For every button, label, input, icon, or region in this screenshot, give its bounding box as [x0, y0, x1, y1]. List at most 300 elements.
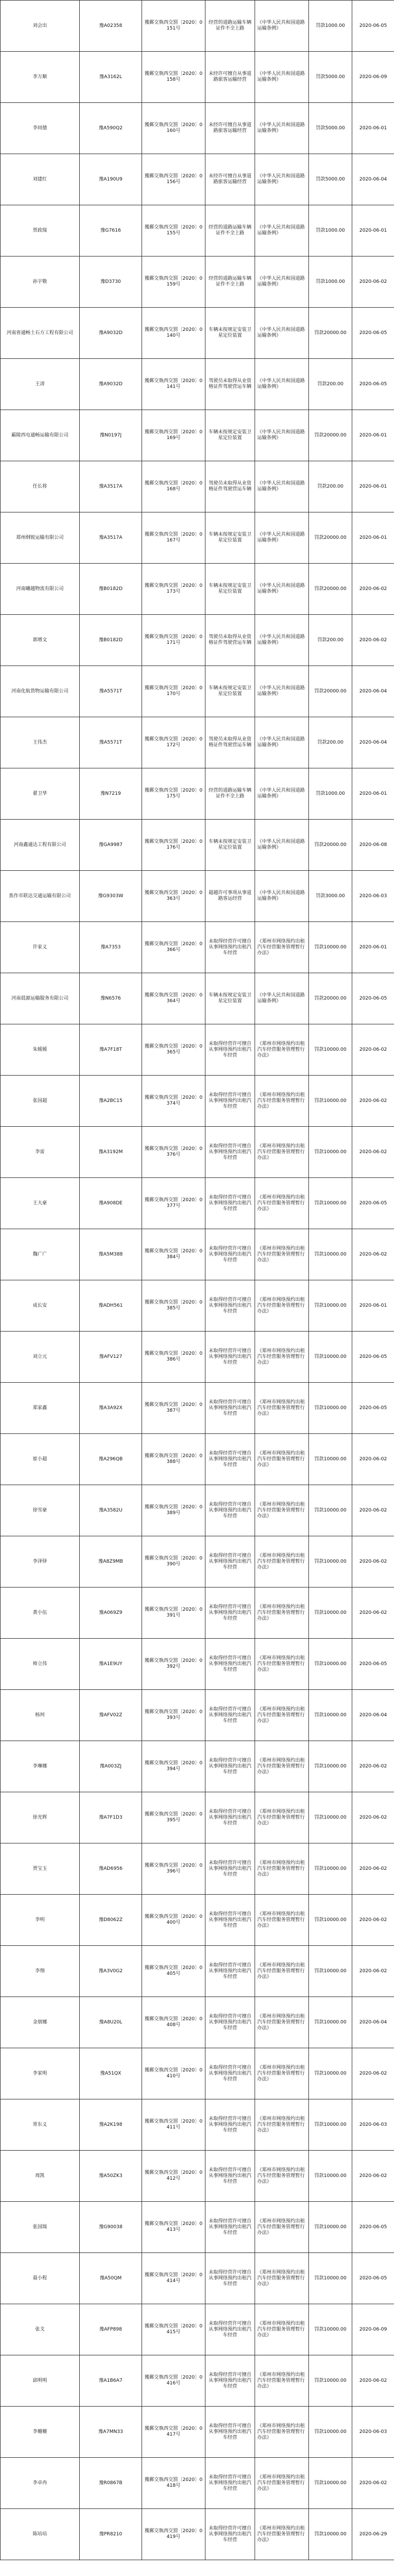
party-name: 河南化航货物运输有限公司 — [1, 666, 80, 717]
penalty-amount: 罚款10000.00 — [309, 1639, 352, 1690]
decision-date: 2020-06-02 — [352, 1741, 394, 1792]
penalty-basis: 《郑州市网络预约出租汽车经营服务管理暂行办法》 — [255, 1997, 309, 2048]
vehicle-plate: 豫A5571T — [80, 666, 142, 717]
violation-content: 车辆未按规定安装卫星定位装置 — [205, 308, 255, 359]
penalty-basis: 《郑州市网络预约出租汽车经营服务管理暂行办法》 — [255, 2355, 309, 2407]
party-name: 郭增文 — [1, 615, 80, 666]
vehicle-plate: 豫D8062Z — [80, 1895, 142, 1946]
table-row — [1, 1843, 394, 1895]
decision-number: 獲郵交執西交罰〔2020〕0376号 — [142, 1127, 205, 1178]
decision-number: 獲郵交執西交罰〔2020〕0413号 — [142, 2202, 205, 2253]
decision-date: 2020-06-03 — [352, 871, 394, 922]
decision-date: 2020-06-04 — [352, 666, 394, 717]
violation-content: 未取得经营许可擅自从事网络预约出租汽车经营 — [205, 1588, 255, 1639]
decision-number: 獲郵交執西交罰〔2020〕0410号 — [142, 2048, 205, 2099]
violation-content: 车辆未按规定安装卫星定位装置 — [205, 512, 255, 564]
penalty-amount: 罚款20000.00 — [309, 410, 352, 461]
penalty-basis: 《中华人民共和国道路运输条例》 — [255, 103, 309, 154]
party-name: 李姗姗 — [1, 2407, 80, 2458]
decision-date: 2020-06-01 — [352, 512, 394, 564]
party-name: 李卓冉 — [1, 2458, 80, 2509]
vehicle-plate: 豫A7F18T — [80, 1024, 142, 1076]
violation-content: 未取得经营许可擅自从事网络预约出租汽车经营 — [205, 1997, 255, 2048]
table-row — [1, 1588, 394, 1639]
violation-content: 驾驶员未取得从业资格证件驾驶营运车辆 — [205, 717, 255, 768]
table-row — [1, 1024, 394, 1076]
penalty-basis: 《郑州市网络预约出租汽车经营服务管理暂行办法》 — [255, 2253, 309, 2304]
party-name: 刘立元 — [1, 1332, 80, 1383]
penalty-amount: 罚款20000.00 — [309, 512, 352, 564]
decision-number: 獲郵交執西交罰〔2020〕0411号 — [142, 2099, 205, 2151]
decision-number: 獲郵交執西交罰〔2020〕0168号 — [142, 461, 205, 512]
penalty-basis: 《郑州市网络预约出租汽车经营服务管理暂行办法》 — [255, 2509, 309, 2560]
penalty-basis: 《郑州市网络预约出租汽车经营服务管理暂行办法》 — [255, 2048, 309, 2099]
penalty-amount: 罚款10000.00 — [309, 1690, 352, 1741]
penalty-amount: 罚款10000.00 — [309, 2202, 352, 2253]
violation-content: 未取得经营许可擅自从事网络预约出租汽车经营 — [205, 1434, 255, 1485]
decision-number: 獲郵交執西交罰〔2020〕0176号 — [142, 820, 205, 871]
violation-content: 经营的道路运输车辆证件不全上路 — [205, 1, 255, 52]
decision-date: 2020-06-05 — [352, 1383, 394, 1434]
decision-number: 獲郵交執西交罰〔2020〕0364号 — [142, 973, 205, 1024]
violation-content: 未经许可擅自从事道路旅客运输经营 — [205, 103, 255, 154]
vehicle-plate: 豫A1B6A7 — [80, 2355, 142, 2407]
penalty-basis: 《郑州市网络预约出租汽车经营服务管理暂行办法》 — [255, 1332, 309, 1383]
decision-number: 獲郵交執西交罰〔2020〕0169号 — [142, 410, 205, 461]
penalty-basis: 《郑州市网络预约出租汽车经营服务管理暂行办法》 — [255, 1843, 309, 1895]
decision-number: 獲郵交執西交罰〔2020〕0392号 — [142, 1639, 205, 1690]
decision-number: 獲郵交執西交罰〔2020〕0394号 — [142, 1741, 205, 1792]
decision-number: 獲郵交執西交罰〔2020〕0140号 — [142, 308, 205, 359]
penalty-basis: 《郑州市网络预约出租汽车经营服务管理暂行办法》 — [255, 922, 309, 973]
table-row — [1, 768, 394, 820]
decision-number: 獲郵交執西交罰〔2020〕0416号 — [142, 2355, 205, 2407]
penalty-amount: 罚款1000.00 — [309, 256, 352, 308]
decision-number: 獲郵交執西交罰〔2020〕0388号 — [142, 1434, 205, 1485]
decision-date: 2020-06-01 — [352, 205, 394, 256]
violation-content: 未取得经营许可擅自从事网络预约出租汽车经营 — [205, 1690, 255, 1741]
violation-content: 未取得经营许可擅自从事网络预约出租汽车经营 — [205, 2253, 255, 2304]
table-row — [1, 1792, 394, 1843]
party-name: 李明 — [1, 1895, 80, 1946]
penalty-basis: 《郑州市网络预约出租汽车经营服务管理暂行办法》 — [255, 1741, 309, 1792]
penalty-amount: 罚款10000.00 — [309, 2407, 352, 2458]
vehicle-plate: 豫A7353 — [80, 922, 142, 973]
penalty-basis: 《中华人民共和国道路运输条例》 — [255, 717, 309, 768]
decision-date: 2020-06-05 — [352, 1178, 394, 1229]
party-name: 河南曦越物流有限公司 — [1, 564, 80, 615]
decision-number: 獲郵交執西交罰〔2020〕0408号 — [142, 1997, 205, 2048]
penalty-amount: 罚款10000.00 — [309, 2509, 352, 2560]
decision-number: 獲郵交執西交罰〔2020〕0386号 — [142, 1332, 205, 1383]
penalty-amount: 罚款5000.00 — [309, 103, 352, 154]
penalty-basis: 《中华人民共和国道路运输条例》 — [255, 52, 309, 103]
penalty-amount: 罚款1000.00 — [309, 768, 352, 820]
violation-content: 未取得经营许可擅自从事网络预约出租汽车经营 — [205, 1843, 255, 1895]
party-name: 许家义 — [1, 922, 80, 973]
decision-number: 獲郵交執西交罰〔2020〕0173号 — [142, 564, 205, 615]
party-name: 聂小程 — [1, 2253, 80, 2304]
penalty-basis: 《郑州市网络预约出租汽车经营服务管理暂行办法》 — [255, 1024, 309, 1076]
party-name: 张国超 — [1, 1076, 80, 1127]
penalty-basis: 《郑州市网络预约出租汽车经营服务管理暂行办法》 — [255, 1280, 309, 1332]
vehicle-plate: 豫A069Z9 — [80, 1588, 142, 1639]
decision-date: 2020-06-02 — [352, 1843, 394, 1895]
table-row — [1, 666, 394, 717]
decision-date: 2020-06-05 — [352, 2253, 394, 2304]
penalty-basis: 《郑州市网络预约出租汽车经营服务管理暂行办法》 — [255, 1383, 309, 1434]
penalty-amount: 罚款10000.00 — [309, 1997, 352, 2048]
decision-number: 獲郵交執西交罰〔2020〕0419号 — [142, 2509, 205, 2560]
penalty-basis: 《中华人民共和国道路运输条例》 — [255, 768, 309, 820]
decision-date: 2020-06-02 — [352, 564, 394, 615]
party-name: 李家明 — [1, 2048, 80, 2099]
violation-content: 未取得经营许可擅自从事网络预约出租汽车经营 — [205, 1639, 255, 1690]
penalty-basis: 《中华人民共和国道路运输条例》 — [255, 154, 309, 205]
table-row — [1, 717, 394, 768]
decision-date: 2020-06-05 — [352, 1332, 394, 1383]
vehicle-plate: 豫AD6956 — [80, 1843, 142, 1895]
decision-date: 2020-06-02 — [352, 1792, 394, 1843]
decision-date: 2020-06-03 — [352, 2099, 394, 2151]
vehicle-plate: 豫A3V0G2 — [80, 1946, 142, 1997]
penalty-amount: 罚款200.00 — [309, 461, 352, 512]
party-name: 黄小伍 — [1, 1588, 80, 1639]
vehicle-plate: 豫PR8210 — [80, 2509, 142, 2560]
vehicle-plate: 豫B0182D — [80, 615, 142, 666]
penalty-basis: 《郑州市网络预约出租汽车经营服务管理暂行办法》 — [255, 1639, 309, 1690]
penalty-amount: 罚款5000.00 — [309, 52, 352, 103]
violation-content: 未经许可擅自从事道路旅客运输经营 — [205, 52, 255, 103]
penalty-basis: 《中华人民共和国道路运输条例》 — [255, 820, 309, 871]
penalty-basis: 《郑州市网络预约出租汽车经营服务管理暂行办法》 — [255, 1588, 309, 1639]
decision-number: 獲郵交執西交罰〔2020〕0417号 — [142, 2407, 205, 2458]
vehicle-plate: 豫AFP898 — [80, 2304, 142, 2355]
party-name: 朱媛媛 — [1, 1024, 80, 1076]
decision-number: 獲郵交執西交罰〔2020〕0391号 — [142, 1588, 205, 1639]
decision-number: 獲郵交執西交罰〔2020〕0156号 — [142, 154, 205, 205]
table-row — [1, 564, 394, 615]
party-name: 徐光辉 — [1, 1792, 80, 1843]
table-row — [1, 1741, 394, 1792]
violation-content: 未取得经营许可擅自从事网络预约出租汽车经营 — [205, 2048, 255, 2099]
decision-date: 2020-06-04 — [352, 1690, 394, 1741]
vehicle-plate: 豫GA9987 — [80, 820, 142, 871]
penalty-basis: 《中华人民共和国道路运输条例》 — [255, 359, 309, 410]
decision-number: 獲郵交執西交罰〔2020〕0377号 — [142, 1178, 205, 1229]
vehicle-plate: 豫A2K198 — [80, 2099, 142, 2151]
party-name: 刘会出 — [1, 1, 80, 52]
decision-number: 獲郵交執西交罰〔2020〕0418号 — [142, 2458, 205, 2509]
penalty-amount: 罚款10000.00 — [309, 1741, 352, 1792]
party-name: 郑州纲锐运输有限公司 — [1, 512, 80, 564]
decision-date: 2020-06-01 — [352, 922, 394, 973]
party-name: 河南晨源运输服务有限公司 — [1, 973, 80, 1024]
vehicle-plate: 豫D3730 — [80, 256, 142, 308]
penalty-basis: 《郑州市网络预约出租汽车经营服务管理暂行办法》 — [255, 1792, 309, 1843]
violation-content: 未取得经营许可擅自从事网络预约出租汽车经营 — [205, 1076, 255, 1127]
penalty-amount: 罚款10000.00 — [309, 1076, 352, 1127]
decision-date: 2020-06-01 — [352, 768, 394, 820]
table-body — [1, 1, 394, 2560]
penalty-amount: 罚款10000.00 — [309, 1024, 352, 1076]
table-row — [1, 2407, 394, 2458]
penalty-amount: 罚款200.00 — [309, 359, 352, 410]
penalty-basis: 《中华人民共和国道路运输条例》 — [255, 512, 309, 564]
decision-date: 2020-06-01 — [352, 103, 394, 154]
penalty-amount: 罚款5000.00 — [309, 154, 352, 205]
table-row — [1, 359, 394, 410]
violation-content: 未经许可擅自从事道路旅客运输经营 — [205, 154, 255, 205]
decision-number: 獲郵交執西交罰〔2020〕0414号 — [142, 2253, 205, 2304]
penalty-basis: 《郑州市网络预约出租汽车经营服务管理暂行办法》 — [255, 2304, 309, 2355]
decision-number: 獲郵交執西交罰〔2020〕0374号 — [142, 1076, 205, 1127]
penalty-amount: 罚款10000.00 — [309, 1536, 352, 1588]
table-row — [1, 2304, 394, 2355]
party-name: 霸陵西屯通畅运输有限公司 — [1, 410, 80, 461]
table-row — [1, 2253, 394, 2304]
decision-number: 獲郵交執西交罰〔2020〕0389号 — [142, 1485, 205, 1536]
table-row — [1, 973, 394, 1024]
decision-date: 2020-06-03 — [352, 2407, 394, 2458]
party-name: 王伟杰 — [1, 717, 80, 768]
penalty-basis: 《郑州市网络预约出租汽车经营服务管理暂行办法》 — [255, 2099, 309, 2151]
penalty-amount: 罚款10000.00 — [309, 2253, 352, 2304]
penalty-basis: 《郑州市网络预约出租汽车经营服务管理暂行办法》 — [255, 1229, 309, 1280]
party-name: 陈培培 — [1, 2509, 80, 2560]
decision-date: 2020-06-02 — [352, 1229, 394, 1280]
table-row — [1, 410, 394, 461]
vehicle-plate: 豫A5571T — [80, 717, 142, 768]
penalty-amount: 罚款10000.00 — [309, 2048, 352, 2099]
vehicle-plate: 豫A7F1D3 — [80, 1792, 142, 1843]
vehicle-plate: 豫G7616 — [80, 205, 142, 256]
decision-date: 2020-06-09 — [352, 2304, 394, 2355]
decision-number: 獲郵交執西交罰〔2020〕0175号 — [142, 768, 205, 820]
penalty-basis: 《郑州市网络预约出租汽车经营服务管理暂行办法》 — [255, 1076, 309, 1127]
party-name: 杨珂 — [1, 1690, 80, 1741]
party-name: 河南鑫通达工程有限公司 — [1, 820, 80, 871]
penalty-basis: 《郑州市网络预约出租汽车经营服务管理暂行办法》 — [255, 1946, 309, 1997]
vehicle-plate: 豫AFV02Z — [80, 1690, 142, 1741]
party-name: 王清 — [1, 359, 80, 410]
penalty-basis: 《中华人民共和国道路运输条例》 — [255, 615, 309, 666]
penalty-amount: 罚款10000.00 — [309, 1843, 352, 1895]
violation-content: 未取得经营许可擅自从事网络预约出租汽车经营 — [205, 1024, 255, 1076]
party-name: 成长安 — [1, 1280, 80, 1332]
table-row — [1, 1178, 394, 1229]
decision-number: 獲郵交執西交罰〔2020〕0412号 — [142, 2151, 205, 2202]
penalty-amount: 罚款3000.00 — [309, 871, 352, 922]
penalty-amount: 罚款10000.00 — [309, 1485, 352, 1536]
decision-date: 2020-06-04 — [352, 1997, 394, 2048]
penalty-basis: 《郑州市网络预约出租汽车经营服务管理暂行办法》 — [255, 2458, 309, 2509]
penalty-amount: 罚款10000.00 — [309, 2304, 352, 2355]
vehicle-plate: 豫A50QM — [80, 2253, 142, 2304]
violation-content: 未取得经营许可擅自从事网络预约出租汽车经营 — [205, 922, 255, 973]
penalty-basis: 《中华人民共和国道路运输条例》 — [255, 1, 309, 52]
party-name: 孙宇敬 — [1, 256, 80, 308]
penalty-basis: 《中华人民共和国道路运输条例》 — [255, 666, 309, 717]
decision-number: 獲郵交執西交罰〔2020〕0171号 — [142, 615, 205, 666]
decision-number: 獲郵交執西交罰〔2020〕0172号 — [142, 717, 205, 768]
table-row — [1, 2355, 394, 2407]
decision-date: 2020-06-02 — [352, 1127, 394, 1178]
vehicle-plate: 豫A590Q2 — [80, 103, 142, 154]
decision-date: 2020-06-02 — [352, 1536, 394, 1588]
decision-number: 獲郵交執西交罰〔2020〕0366号 — [142, 922, 205, 973]
violation-content: 未取得经营许可擅自从事网络预约出租汽车经营 — [205, 2099, 255, 2151]
decision-date: 2020-06-05 — [352, 308, 394, 359]
table-row — [1, 461, 394, 512]
table-row — [1, 1332, 394, 1383]
vehicle-plate: 豫AFV127 — [80, 1332, 142, 1383]
decision-number: 獲郵交執西交罰〔2020〕0395号 — [142, 1792, 205, 1843]
decision-number: 獲郵交執西交罰〔2020〕0415号 — [142, 2304, 205, 2355]
party-name: 翟卫华 — [1, 768, 80, 820]
table-row — [1, 154, 394, 205]
vehicle-plate: 豫A003ZJ — [80, 1741, 142, 1792]
penalty-amount: 罚款10000.00 — [309, 1332, 352, 1383]
penalty-amount: 罚款20000.00 — [309, 564, 352, 615]
party-name: 徐雪豪 — [1, 1485, 80, 1536]
penalty-amount: 罚款10000.00 — [309, 2458, 352, 2509]
table-row — [1, 1536, 394, 1588]
violation-content: 驾驶员未取得从业资格证件驾驶营运车辆 — [205, 615, 255, 666]
party-name: 贾宝玉 — [1, 1843, 80, 1895]
decision-date: 2020-06-02 — [352, 2048, 394, 2099]
vehicle-plate: 豫A5M388 — [80, 1229, 142, 1280]
violation-content: 未取得经营许可擅自从事网络预约出租汽车经营 — [205, 2458, 255, 2509]
penalty-amount: 罚款10000.00 — [309, 1178, 352, 1229]
decision-date: 2020-06-05 — [352, 1, 394, 52]
penalty-amount: 罚款10000.00 — [309, 1588, 352, 1639]
decision-number: 獲郵交執西交罰〔2020〕0365号 — [142, 1024, 205, 1076]
vehicle-plate: 豫N0197J — [80, 410, 142, 461]
decision-date: 2020-06-05 — [352, 973, 394, 1024]
table-row — [1, 1639, 394, 1690]
penalty-amount: 罚款20000.00 — [309, 820, 352, 871]
penalty-amount: 罚款20000.00 — [309, 973, 352, 1024]
vehicle-plate: 豫A3517A — [80, 512, 142, 564]
table-row — [1, 1383, 394, 1434]
violation-content: 未取得经营许可擅自从事网络预约出租汽车经营 — [205, 2151, 255, 2202]
party-name: 李万顺 — [1, 52, 80, 103]
violation-content: 未取得经营许可擅自从事网络预约出租汽车经营 — [205, 1946, 255, 1997]
table-row — [1, 1076, 394, 1127]
decision-number: 獲郵交執西交罰〔2020〕0384号 — [142, 1229, 205, 1280]
violation-content: 未取得经营许可擅自从事网络预约出租汽车经营 — [205, 2304, 255, 2355]
party-name: 邱明明 — [1, 2355, 80, 2407]
party-name: 周凯 — [1, 2151, 80, 2202]
table-row — [1, 1127, 394, 1178]
party-name: 贾政瑞 — [1, 205, 80, 256]
penalty-basis: 《中华人民共和国道路运输条例》 — [255, 256, 309, 308]
decision-date: 2020-06-29 — [352, 2509, 394, 2560]
penalty-basis: 《郑州市网络预约出租汽车经营服务管理暂行办法》 — [255, 1536, 309, 1588]
penalty-basis: 《郑州市网络预约出租汽车经营服务管理暂行办法》 — [255, 2407, 309, 2458]
party-name: 师立伟 — [1, 1639, 80, 1690]
party-name: 张戈 — [1, 2304, 80, 2355]
vehicle-plate: 豫A9032D — [80, 359, 142, 410]
penalty-amount: 罚款10000.00 — [309, 2099, 352, 2151]
violation-content: 未取得经营许可擅自从事网络预约出租汽车经营 — [205, 2407, 255, 2458]
decision-number: 獲郵交執西交罰〔2020〕0141号 — [142, 359, 205, 410]
penalty-basis: 《中华人民共和国道路运输条例》 — [255, 564, 309, 615]
party-name: 焦作市联达交通运输有限公司 — [1, 871, 80, 922]
decision-date: 2020-06-04 — [352, 154, 394, 205]
vehicle-plate: 豫A296QB — [80, 1434, 142, 1485]
table-row — [1, 308, 394, 359]
decision-date: 2020-06-02 — [352, 1895, 394, 1946]
violation-content: 未取得经营许可擅自从事网络预约出租汽车经营 — [205, 1741, 255, 1792]
table-row — [1, 820, 394, 871]
table-row — [1, 1280, 394, 1332]
party-name: 李翔 — [1, 1946, 80, 1997]
decision-date: 2020-06-02 — [352, 615, 394, 666]
party-name: 李泽铎 — [1, 1536, 80, 1588]
penalty-basis: 《中华人民共和国道路运输条例》 — [255, 308, 309, 359]
table-row — [1, 2048, 394, 2099]
vehicle-plate: 豫A3162L — [80, 52, 142, 103]
penalty-amount: 罚款10000.00 — [309, 1229, 352, 1280]
decision-date: 2020-06-05 — [352, 1639, 394, 1690]
decision-date: 2020-06-02 — [352, 1485, 394, 1536]
vehicle-plate: 豫A3A92X — [80, 1383, 142, 1434]
vehicle-plate: 豫A3582U — [80, 1485, 142, 1536]
decision-number: 獲郵交執西交罰〔2020〕0390号 — [142, 1536, 205, 1588]
vehicle-plate: 豫N7219 — [80, 768, 142, 820]
table-row — [1, 871, 394, 922]
vehicle-plate: 豫N6576 — [80, 973, 142, 1024]
vehicle-plate: 豫A8U20L — [80, 1997, 142, 2048]
vehicle-plate: 豫B0182D — [80, 564, 142, 615]
table-row — [1, 1229, 394, 1280]
violation-content: 未取得经营许可擅自从事网络预约出租汽车经营 — [205, 1792, 255, 1843]
party-name: 河南省通畅土石方工程有限公司 — [1, 308, 80, 359]
violation-content: 车辆未按规定安装卫星定位装置 — [205, 666, 255, 717]
decision-date: 2020-06-02 — [352, 2355, 394, 2407]
decision-date: 2020-06-02 — [352, 1434, 394, 1485]
decision-date: 2020-06-09 — [352, 52, 394, 103]
violation-content: 未取得经营许可擅自从事网络预约出租汽车经营 — [205, 1332, 255, 1383]
vehicle-plate: 豫ADH561 — [80, 1280, 142, 1332]
table-row — [1, 1434, 394, 1485]
penalty-basis: 《中华人民共和国道路运输条例》 — [255, 973, 309, 1024]
violation-content: 未取得经营许可擅自从事网络预约出租汽车经营 — [205, 1536, 255, 1588]
decision-date: 2020-06-08 — [352, 820, 394, 871]
table-row — [1, 2151, 394, 2202]
decision-date: 2020-06-05 — [352, 359, 394, 410]
vehicle-plate: 豫A7MN33 — [80, 2407, 142, 2458]
decision-number: 獲郵交執西交罰〔2020〕0167号 — [142, 512, 205, 564]
vehicle-plate: 豫A1E9UY — [80, 1639, 142, 1690]
decision-date: 2020-06-02 — [352, 1946, 394, 1997]
table-row — [1, 1, 394, 52]
party-name: 李雷 — [1, 1127, 80, 1178]
vehicle-plate: 豫A3517A — [80, 461, 142, 512]
decision-number: 獲郵交執西交罰〔2020〕0363号 — [142, 871, 205, 922]
vehicle-plate: 豫R0867B — [80, 2458, 142, 2509]
decision-date: 2020-06-01 — [352, 410, 394, 461]
vehicle-plate: 豫A50ZK3 — [80, 2151, 142, 2202]
violation-content: 车辆未按规定安装卫星定位装置 — [205, 973, 255, 1024]
decision-date: 2020-06-02 — [352, 2151, 394, 2202]
vehicle-plate: 豫A9032D — [80, 308, 142, 359]
decision-number: 獲郵交執西交罰〔2020〕0159号 — [142, 256, 205, 308]
vehicle-plate: 豫A908DE — [80, 1178, 142, 1229]
decision-number: 獲郵交執西交罰〔2020〕0170号 — [142, 666, 205, 717]
